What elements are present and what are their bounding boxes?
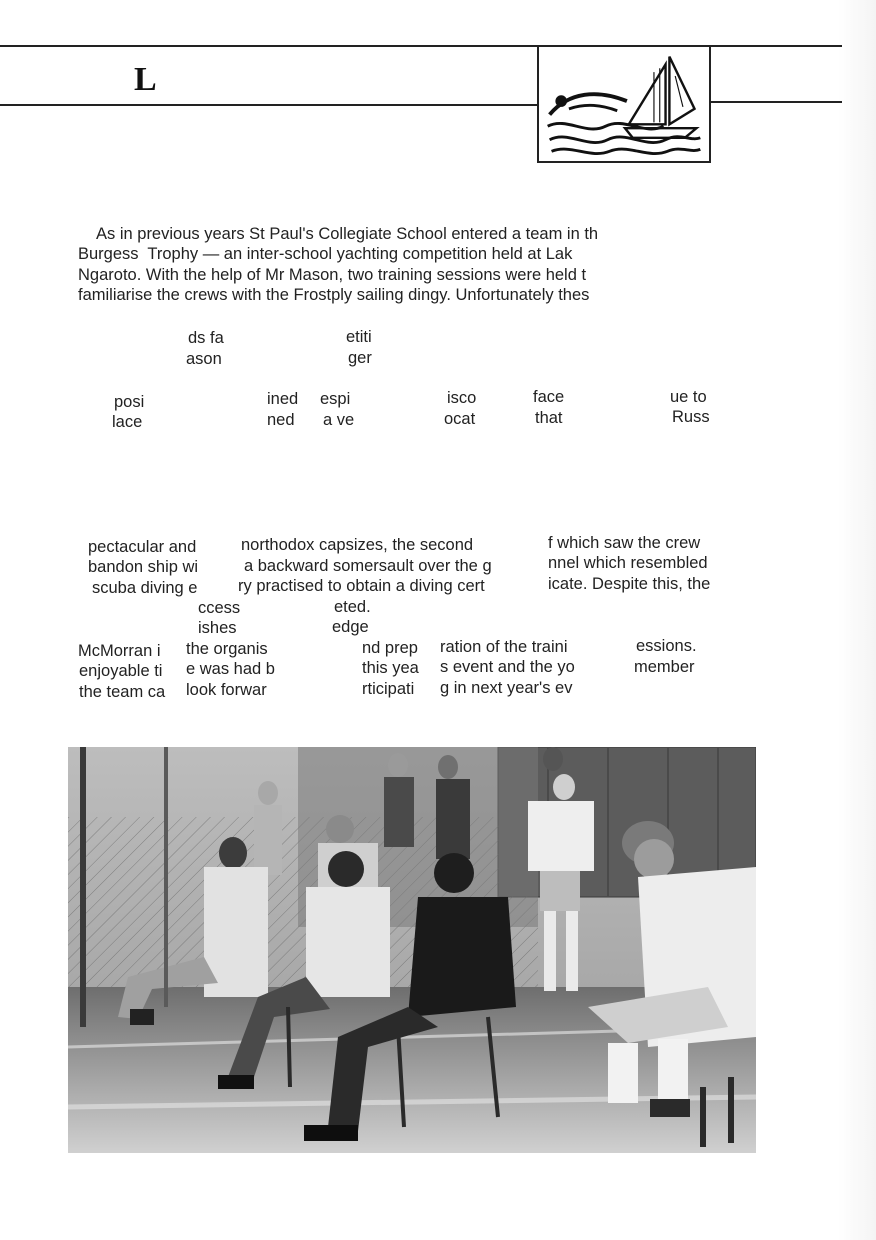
photo-team-seated-outdoors	[68, 747, 756, 1153]
text-fragment: Russ	[672, 408, 710, 426]
text-fragment: s event and the yo	[440, 658, 575, 676]
text-fragment: pectacular and	[88, 538, 197, 556]
text-fragment: ined	[267, 390, 299, 408]
text-fragment: etiti	[346, 328, 372, 346]
text-fragment: icate. Despite this, the	[548, 575, 711, 593]
text-fragment: scuba diving e	[92, 579, 198, 597]
text-fragment: ds fa	[188, 329, 224, 347]
intro-line: As in previous years St Paul's Collegiate School entered a team in th	[96, 225, 599, 243]
text-fragment: isco	[447, 389, 477, 407]
text-fragment: posi	[114, 393, 145, 411]
text-fragment: ger	[348, 349, 372, 367]
text-fragment: e was had b	[186, 660, 275, 678]
text-fragment: ason	[186, 350, 222, 368]
text-fragment: the organis	[186, 640, 268, 658]
text-fragment: enjoyable ti	[79, 662, 163, 680]
text-fragment: northodox capsizes, the second	[241, 536, 474, 554]
text-fragment: lace	[112, 413, 143, 431]
swimmer-and-sailboat-icon	[537, 45, 711, 163]
text-fragment: essions.	[636, 637, 697, 655]
text-fragment: look forwar	[186, 681, 267, 699]
page-edge	[838, 0, 876, 1240]
text-fragment: face	[533, 388, 565, 406]
text-fragment: ue to	[670, 388, 707, 406]
text-fragment: eted.	[334, 598, 371, 616]
header-rule-top	[0, 45, 842, 47]
text-fragment: nd prep	[362, 639, 418, 657]
text-fragment: McMorran i	[78, 642, 161, 660]
text-fragment: edge	[332, 618, 369, 636]
text-fragment: ry practised to obtain a diving cert	[238, 577, 485, 595]
text-fragment: bandon ship wi	[88, 558, 199, 576]
text-fragment: espi	[320, 390, 351, 408]
text-fragment: f which saw the crew	[548, 534, 701, 552]
text-fragment: nnel which resembled	[548, 554, 708, 572]
text-fragment: this yea	[362, 659, 419, 677]
text-fragment: ishes	[198, 619, 237, 637]
text-fragment: ned	[267, 411, 295, 429]
text-fragment: ocat	[444, 410, 476, 428]
text-fragment: that	[535, 409, 563, 427]
header-rule-bottom-left	[0, 104, 537, 106]
text-fragment: ration of the traini	[440, 638, 568, 656]
text-fragment: a ve	[323, 411, 355, 429]
text-fragment: g in next year's ev	[440, 679, 573, 697]
text-fragment: the team ca	[79, 683, 166, 701]
text-fragment: rticipati	[362, 680, 415, 698]
intro-line: Ngaroto. With the help of Mr Mason, two training sessions were held t	[78, 266, 587, 284]
intro-line: familiarise the crews with the Frostply sailing dingy. Unfortunately thes	[78, 286, 590, 304]
intro-line: Burgess Trophy — an inter-school yachting competition held at Lak	[78, 245, 573, 263]
section-initial-letter: L	[134, 61, 157, 98]
text-fragment: member	[634, 658, 695, 676]
header-rule-bottom-right	[711, 101, 842, 103]
text-fragment: a backward somersault over the g	[244, 557, 492, 575]
text-fragment: ccess	[198, 599, 241, 617]
